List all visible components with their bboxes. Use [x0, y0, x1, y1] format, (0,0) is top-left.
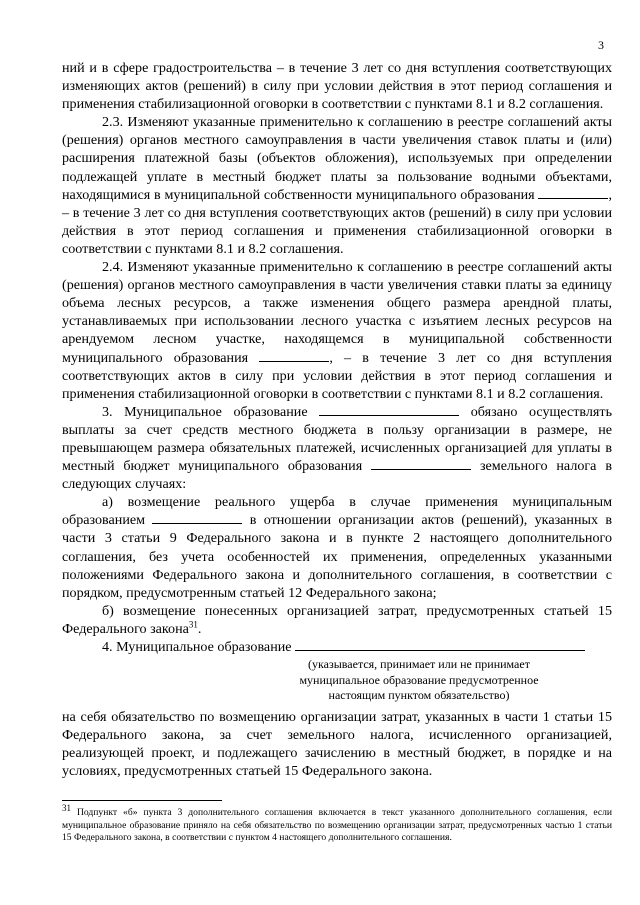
- fill-in-blank[interactable]: [259, 349, 329, 362]
- footnote: [62, 802, 612, 845]
- paragraph-text: б) возмещение понесенных организацией затрат, предусмотренных статьей 15 Федерального закона: [62, 602, 612, 637]
- fill-in-blank[interactable]: [538, 186, 608, 199]
- paragraph-4-continuation: [62, 708, 612, 780]
- fill-in-blank[interactable]: [319, 403, 459, 416]
- paragraph-text: а) возмещение реального ущерба в случае применения муниципальным образованием: [62, 494, 612, 529]
- paragraph-text: 4. Муниципальное образование: [102, 639, 292, 655]
- paragraph-3: [62, 403, 612, 493]
- paragraph-text: на себя обязательство по возмещению организации затрат, указанных в части 1 статьи 15 Федерального закона, за счет земельного налога, исчисленного организацией, реализующей проект, и подлежащего зачислению в местный бюджет, в порядке и на условиях, предусмотренных статьей 15 Федерального закона.: [62, 708, 612, 779]
- paragraph-text: , – в течение 3 лет со дня вступления соответствующих актов (решений) в силу при условии действия в этот период соглашения и применения стабилизационной оговорки в соответствии с пунктами 8.1 и 8.2 соглашения.: [62, 186, 612, 257]
- fill-in-blank[interactable]: [152, 511, 242, 524]
- subparagraph-a: [62, 493, 612, 602]
- paragraph-text: 3. Муниципальное образование: [102, 403, 308, 420]
- paragraph-text: 2.4. Изменяют указанные применительно к соглашению в реестре соглашений акты (решения) органов местного самоуправления в части увеличения ставки платы за единицу объема лесных ресурсов, а также изменения общего размера арендной платы, устанавливаемых при использовании лесного участка с изъятием лесных ресурсов на арендуемом лесном участке, находящемся в муниципальной собственности муниципального образования: [62, 259, 612, 366]
- footnote-reference[interactable]: 31: [188, 619, 198, 630]
- footnote-text: Подпункт «б» пункта 3 дополнительного соглашения включается в текст указанного дополнительного соглашения, если муниципальное образование приняло на себя обязательство по возмещению организации затрат, предусмотренных частью 1 статьи 15 Федерального закона, в соответствии с пунктом 4 настоящего дополнительного соглашения.: [62, 807, 612, 844]
- paragraph-text: в отношении организации актов (решений), указанных в части 3 статьи 9 Федерального закона и в пункте 2 настоящего дополнительного соглашения, без учета особенностей их применения, определенных указанными положениями Федерального закона и дополнительного соглашения, в соответствии с порядком, предусмотренным статьей 12 Федерального закона;: [62, 512, 612, 601]
- paragraph-text: земельного налога в следующих случаях:: [62, 458, 612, 493]
- paragraph-text: , – в течение 3 лет со дня вступления соответствующих актов в силу при условии действия в этот период соглашения и применения стабилизационной оговорки в соответствии с пунктами 8.1 и 8.2 соглашения.: [62, 349, 612, 402]
- paragraph-text: обязано осуществлять выплаты за счет средств местного бюджета в пользу организации в размере, не превышающем размера обязательных платежей, исчисленных организацией для уплаты в местный бюджет муниципального образования: [62, 403, 612, 475]
- paragraph-4: [62, 638, 612, 656]
- footnote-mark: 31: [62, 802, 71, 813]
- paragraph-text: ний и в сфере градостроительства – в течение 3 лет со дня вступления соответствующих изменяющих актов (решений) в силу при условии действия в этот период соглашения и применения стабилизационной оговорки в соответствии с пунктами 8.1 и 8.2 соглашения.: [62, 60, 612, 113]
- paragraph-text: 2.3. Изменяют указанные применительно к соглашению в реестре соглашений акты (решения) органов местного самоуправления в части увеличения ставок платы и (или) расширения платежной базы (объектов обложения), используемых при определении подлежащей уплате в местный бюджет платы за пользование водными объектами, находящимися в муниципальной собственности муниципального образования: [62, 114, 612, 203]
- fill-in-blank[interactable]: [371, 457, 471, 470]
- paragraph-continuation: [62, 59, 612, 113]
- subparagraph-b: [62, 602, 612, 638]
- document-body: [62, 59, 612, 780]
- paragraph-text: .: [197, 620, 202, 637]
- fill-in-blank[interactable]: [295, 638, 585, 651]
- paragraph-2-4: [62, 258, 612, 403]
- footnote-divider: [62, 800, 222, 801]
- page-number: 3: [598, 38, 604, 52]
- fill-in-hint: (указывается, принимает или не принимает муниципальное образование предусмотренное настоящим пунктом обязательство): [299, 657, 539, 703]
- paragraph-2-3: [62, 113, 612, 258]
